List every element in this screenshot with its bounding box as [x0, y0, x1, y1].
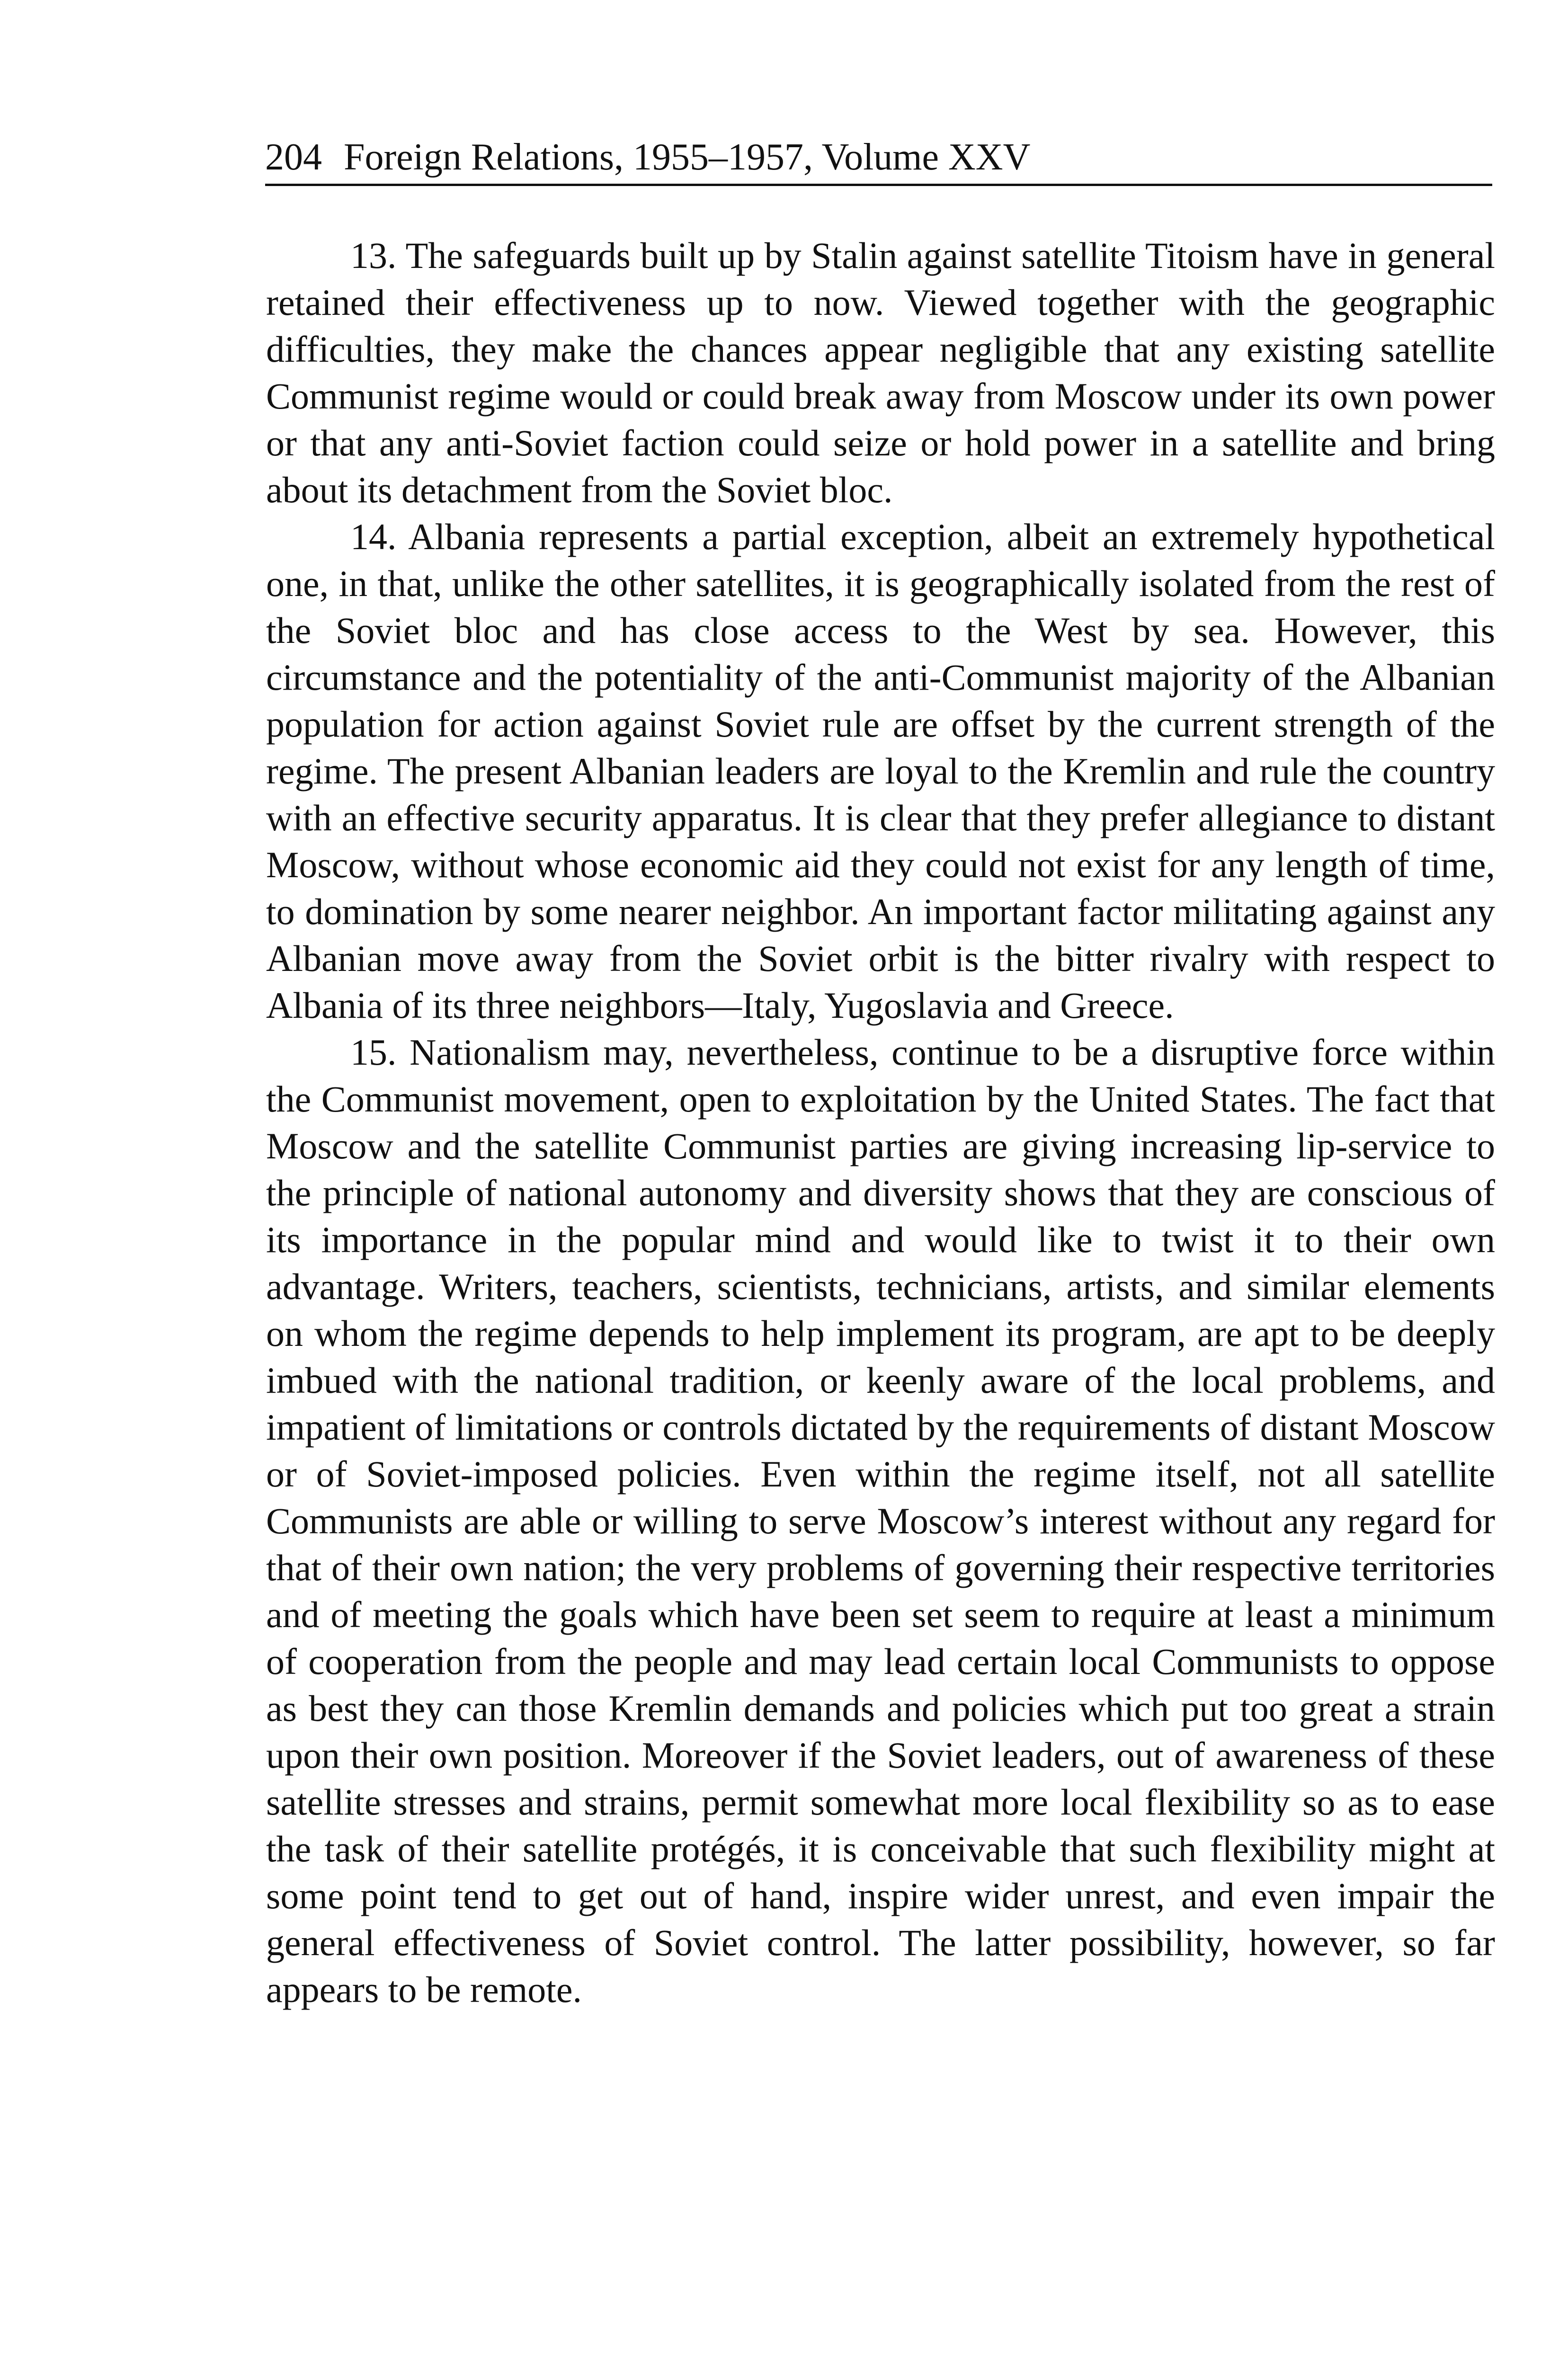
- running-head: [265, 133, 1492, 190]
- paragraph-15: 15. Nationalism may, nevertheless, continue to be a disruptive force within the Communist movement, open to exploitation by the United States. The fact that Moscow and the satellite Communist parties are giving increasing lip-service to the principle of national autonomy and diversity shows that they are conscious of its importance in the popular mind and would like to twist it to their own advantage. Writers, teachers, scientists, technicians, artists, and similar elements on whom the regime depends to help implement its program, are apt to be deeply imbued with the national tradition, or keenly aware of the local problems, and impatient of limitations or controls dictated by the requirements of distant Moscow or of Soviet-imposed policies. Even within the regime itself, not all satellite Communists are able or willing to serve Moscow’s interest without any regard for that of their own nation; the very problems of governing their respective territories and of meeting the goals which have been set seem to require at least a minimum of cooperation from the people and may lead certain local Communists to oppose as best they can those Kremlin demands and policies which put too great a strain upon their own position. Moreover if the Soviet leaders, out of awareness of these satellite stresses and strains, permit somewhat more local flexibility so as to ease the task of their satellite protégés, it is conceivable that such flexibility might at some point tend to get out of hand, inspire wider unrest, and even impair the general effectiveness of Soviet control. The latter possibility, however, so far appears to be remote.: [266, 1032, 1495, 2010]
- header-rule: [265, 184, 1492, 186]
- page-number: 204: [265, 136, 322, 178]
- paragraph-13: 13. The safeguards built up by Stalin against satellite Titoism have in general retained their effectiveness up to now. Viewed together with the geographic difficulties, they make the chances appear negligible that any existing satellite Communist regime would or could break away from Moscow under its own power or that any anti-Soviet faction could seize or hold power in a satellite and bring about its detachment from the Soviet bloc.: [266, 235, 1495, 510]
- body-text: [266, 232, 1495, 2013]
- paragraph-14: 14. Albania represents a partial exception, albeit an extremely hypothetical one, in that, unlike the other satellites, it is geographically isolated from the rest of the Soviet bloc and has close access to the West by sea. However, this circumstance and the potentiality of the anti-Communist majority of the Albanian population for action against Soviet rule are offset by the current strength of the regime. The present Albanian leaders are loyal to the Kremlin and rule the country with an effective security apparatus. It is clear that they prefer allegiance to distant Moscow, without whose economic aid they could not exist for any length of time, to domination by some nearer neighbor. An important factor militating against any Albanian move away from the Soviet orbit is the bitter rivalry with respect to Albania of its three neighbors—Italy, Yugoslavia and Greece.: [266, 516, 1495, 1026]
- running-head-title: Foreign Relations, 1955–1957, Volume XXV: [344, 136, 1031, 178]
